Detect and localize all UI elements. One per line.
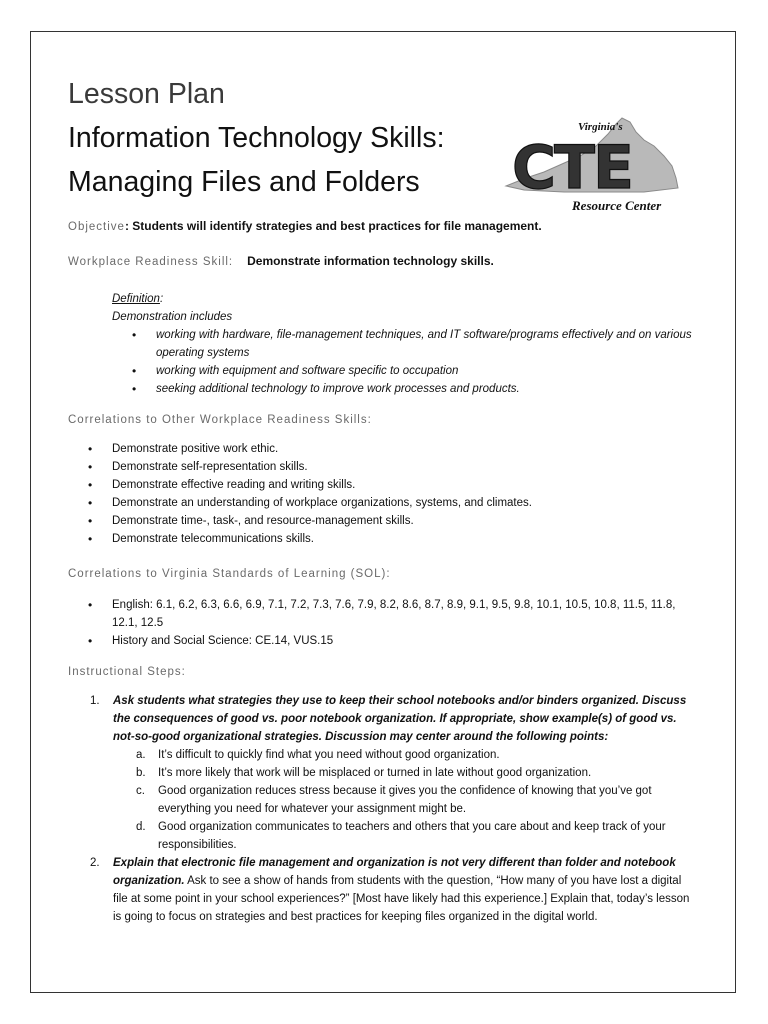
- sub-letter: d.: [136, 821, 146, 833]
- logo-letters: CTE: [512, 133, 632, 203]
- step-number: 1.: [90, 695, 100, 707]
- list-item: • English: 6.1, 6.2, 6.3, 6.6, 6.9, 7.1, 7.2, 7.3, 7.6, 7.9, 8.2, 8.6, 8.7, 8.9, 9.1, 9.5, 9.8, 10.1, 10.5, 10.8, 11.5, 11.8, 12.1, 12.5: [68, 596, 698, 632]
- definition-block: [112, 290, 702, 398]
- step-2: [68, 854, 698, 926]
- workplace-skill-label: Workplace Readiness Skill:: [68, 256, 234, 268]
- definition-intro: Demonstration includes: [112, 311, 233, 323]
- list-item: • Demonstrate time-, task-, and resource-management skills.: [68, 512, 708, 530]
- workplace-readiness-skill: [68, 254, 494, 268]
- sub-letter: c.: [136, 785, 145, 797]
- sub-text: Good organization communicates to teachers and others that you care about and keep track of your responsibilities.: [158, 821, 666, 851]
- objective-text: : Students will identify strategies and best practices for file management.: [124, 219, 542, 233]
- list-item: • Demonstrate an understanding of workplace organizations, systems, and climates.: [68, 494, 708, 512]
- objective: [68, 219, 542, 233]
- sub-text: It’s difficult to quickly find what you need without good organization.: [158, 749, 500, 761]
- wrs-list: [68, 440, 708, 548]
- step-1: [68, 692, 698, 854]
- instructional-steps: [68, 692, 698, 926]
- logo-top-text: Virginia's: [578, 121, 623, 133]
- workplace-skill-text: Demonstrate information technology skills.: [247, 254, 494, 268]
- definition-title-suffix: :: [159, 293, 164, 305]
- list-item: [113, 764, 698, 782]
- step-1-subpoints: [113, 746, 698, 854]
- sol-list: [68, 596, 698, 650]
- step-bold-text: Ask students what strategies they use to keep their school notebooks and/or binders organized. Discuss the consequences of good vs. poor notebook organization. If appropriate, show example(s) of good vs. not-so-good organizational strategies. Discussion may center around the following points:: [113, 695, 687, 743]
- definition-list: [112, 326, 702, 398]
- step-bold-text: Explain that electronic file management and organization is not very different than folder and notebook organization.: [113, 857, 676, 887]
- list-item: • Demonstrate effective reading and writing skills.: [68, 476, 708, 494]
- logo-bottom-text: Resource Center: [572, 198, 662, 213]
- title-line-3: Managing Files and Folders: [68, 166, 420, 198]
- section-heading-wrs: Correlations to Other Workplace Readiness Skills:: [68, 414, 372, 426]
- title-lesson-plan: Lesson Plan: [68, 78, 225, 110]
- definition-title: Definition: [112, 293, 160, 305]
- step-number: 2.: [90, 857, 100, 869]
- sub-letter: b.: [136, 767, 146, 779]
- list-item: [113, 818, 698, 854]
- list-item: • Demonstrate telecommunications skills.: [68, 530, 708, 548]
- list-item: • Demonstrate self-representation skills.: [68, 458, 708, 476]
- section-heading-steps: Instructional Steps:: [68, 666, 186, 678]
- sub-text: Good organization reduces stress because it gives you the confidence of knowing that you’ve got everything you need for whatever your assignment might be.: [158, 785, 652, 815]
- step-plain-text: Ask to see a show of hands from students with the question, “How many of you have lost a digital file at some point in your school experiences?” [Most have likely had this experience.] Explain that, today’s lesson is going to focus on strategies and best practices for keeping files organized in the digital world.: [113, 875, 690, 923]
- list-item: • working with hardware, file-management techniques, and IT software/programs effectively and on various operating systems: [112, 326, 702, 362]
- list-item: [113, 746, 698, 764]
- list-item: • Demonstrate positive work ethic.: [68, 440, 708, 458]
- title-block: [68, 72, 508, 204]
- title-line-2: Information Technology Skills:: [68, 122, 445, 154]
- cte-logo: [504, 112, 680, 216]
- list-item: • History and Social Science: CE.14, VUS.15: [68, 632, 698, 650]
- list-item: • seeking additional technology to improve work processes and products.: [112, 380, 702, 398]
- list-item: • working with equipment and software specific to occupation: [112, 362, 702, 380]
- sub-letter: a.: [136, 749, 146, 761]
- section-heading-sol: Correlations to Virginia Standards of Learning (SOL):: [68, 568, 391, 580]
- list-item: [113, 782, 698, 818]
- sub-text: It’s more likely that work will be misplaced or turned in late without good organization.: [158, 767, 592, 779]
- objective-label: Objective: [68, 221, 125, 233]
